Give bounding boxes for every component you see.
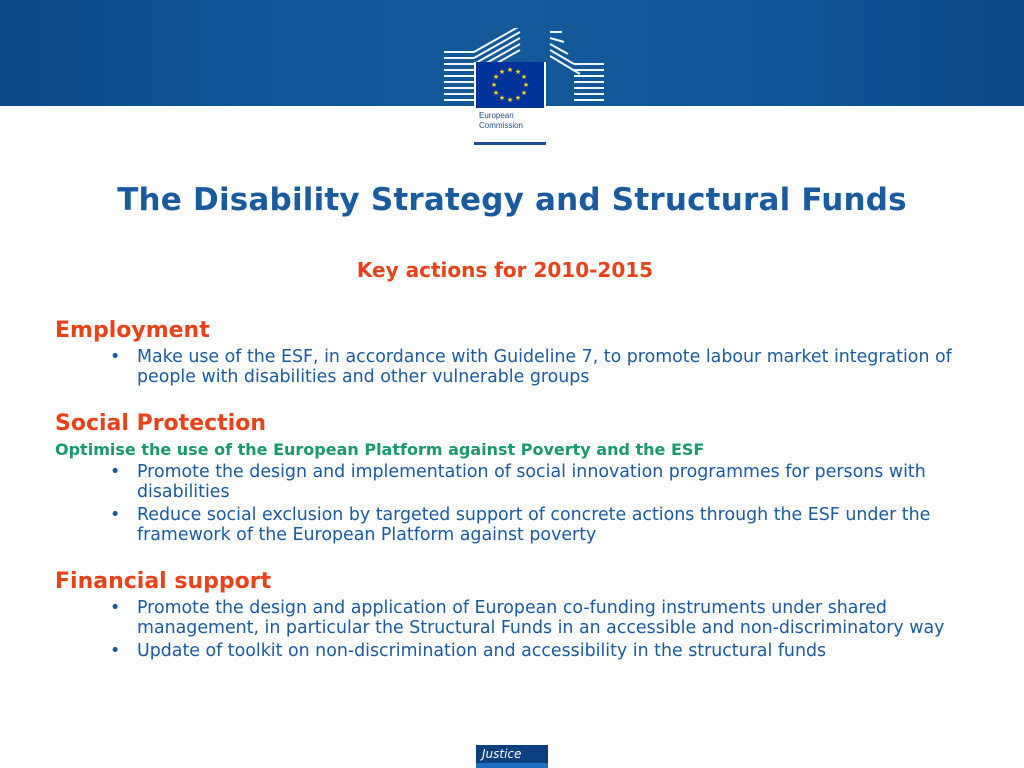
- bullet-text: Promote the design and implementation of social innovation programmes for persons with disabilities: [137, 462, 926, 502]
- svg-text:★: ★: [492, 73, 500, 81]
- svg-text:★: ★: [492, 89, 500, 97]
- svg-text:★: ★: [520, 89, 528, 97]
- justice-badge-stripe: [476, 763, 548, 768]
- bullet-item: [103, 348, 975, 387]
- section-employment: [55, 316, 975, 387]
- svg-text:★: ★: [506, 66, 514, 74]
- bullet-item: [103, 599, 975, 638]
- justice-badge-label: Justice: [482, 747, 522, 761]
- svg-text:★: ★: [522, 81, 530, 89]
- page-subtitle: Key actions for 2010-2015: [356, 258, 654, 282]
- eu-flag-icon: [476, 62, 544, 108]
- bullet-text: Reduce social exclusion by targeted support of concrete actions through the ESF under the framework of the European Platform against poverty: [137, 505, 931, 545]
- section-heading: Social Protection: [55, 411, 266, 436]
- bullet-item: [103, 642, 975, 662]
- bullet-icon: •: [110, 347, 121, 367]
- svg-text:★: ★: [514, 94, 522, 102]
- bullet-list: [55, 599, 975, 662]
- bullet-icon: •: [110, 641, 121, 661]
- svg-text:★: ★: [498, 94, 506, 102]
- bullet-item: [103, 506, 975, 545]
- bullet-text: Promote the design and application of European co-funding instruments under shared management, in particular the Structural Funds in an accessible and non-discriminatory way: [137, 598, 945, 638]
- key-actions-list: [55, 316, 975, 666]
- section-heading: Financial support: [55, 569, 272, 594]
- bullet-icon: •: [110, 462, 121, 482]
- logo-label: [479, 111, 543, 131]
- section-social-protection: [55, 409, 975, 545]
- section-financial-support: [55, 567, 975, 662]
- section-heading: Employment: [55, 318, 210, 343]
- svg-text:★: ★: [506, 96, 514, 104]
- svg-text:★: ★: [490, 81, 498, 89]
- svg-text:★: ★: [520, 73, 528, 81]
- logo-label-line: European: [479, 111, 514, 120]
- bullet-list: [55, 463, 975, 545]
- bullet-list: [55, 348, 975, 387]
- justice-badge: [476, 745, 548, 768]
- bullet-item: [103, 463, 975, 502]
- section-subheading: Optimise the use of the European Platform against Poverty and the ESF: [55, 440, 705, 459]
- svg-text:★: ★: [498, 68, 506, 76]
- bullet-text: Make use of the ESF, in accordance with Guideline 7, to promote labour market integration of people with disabilities and other vulnerable groups: [137, 347, 952, 387]
- bullet-icon: •: [110, 505, 121, 525]
- svg-text:★: ★: [514, 68, 522, 76]
- bullet-text: Update of toolkit on non-discrimination and accessibility in the structural funds: [137, 641, 827, 661]
- bullet-icon: •: [110, 598, 121, 618]
- logo-label-line: Commission: [479, 121, 524, 130]
- page-title: The Disability Strategy and Structural Funds: [117, 182, 907, 218]
